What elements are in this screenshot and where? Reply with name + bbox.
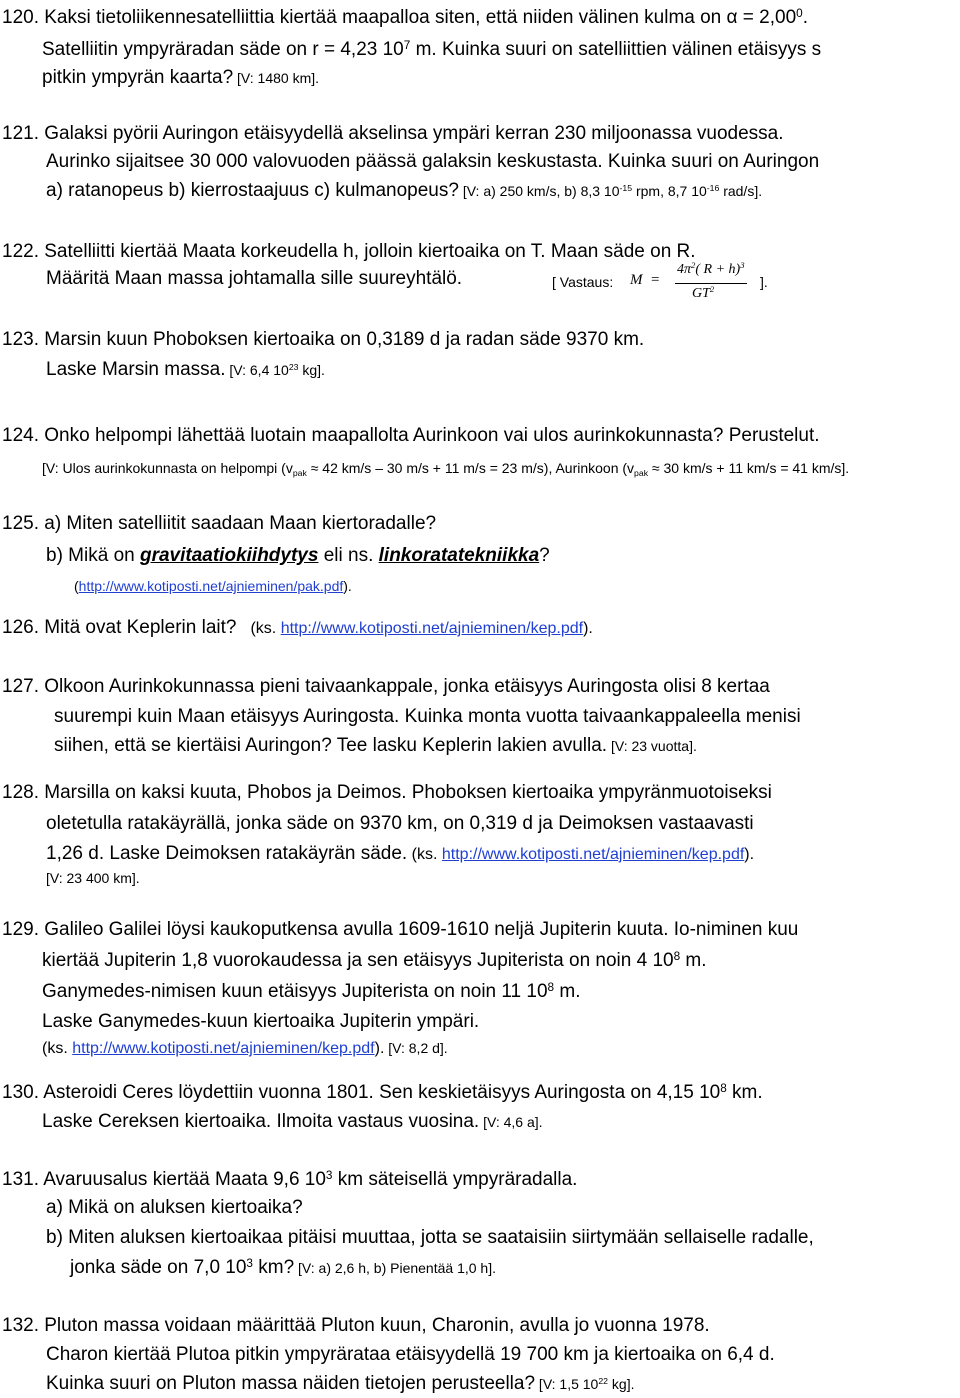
problem-124-line-1: 124. Onko helpompi lähettää luotain maapallolta Aurinkoon vai ulos aurinkokunnasta? Perustelut. bbox=[2, 425, 820, 446]
link-kep-pdf-129[interactable]: http://www.kotiposti.net/ajnieminen/kep.pdf bbox=[72, 1040, 375, 1057]
problem-123-line-1: 123. Marsin kuun Phoboksen kiertoaika on 0,3189 d ja radan säde 9370 km. bbox=[2, 329, 645, 350]
problem-121-line-2: Aurinko sijaitsee 30 000 valovuoden päässä galaksin keskustasta. Kuinka suuri on Auringon bbox=[46, 151, 820, 172]
answer-131: [V: a) 2,6 h, b) Pienentää 1,0 h]. bbox=[294, 1260, 496, 1276]
formula-denominator: $GT^2$ bbox=[692, 284, 715, 301]
link-pak-pdf[interactable]: http://www.kotiposti.net/ajnieminen/pak.pdf bbox=[78, 578, 344, 594]
problem-121-line-1: 121. Galaksi pyörii Auringon etäisyydellä akselinsa ympäri kerran 230 miljoonassa vuodessa. bbox=[2, 123, 784, 144]
problem-120-line-1: 120. Kaksi tietoliikennesatelliittia kiertää maapalloa siten, että niiden välinen kulma on $\alpha = 2,00^0$. bbox=[2, 6, 808, 28]
problem-130-line-1: 130. Asteroidi Ceres löydettiin vuonna 1801. Sen keskietäisyys Auringosta on 4,15 $10^8$ km. bbox=[2, 1081, 763, 1103]
link-kep-pdf-128[interactable]: http://www.kotiposti.net/ajnieminen/kep.pdf bbox=[441, 846, 745, 863]
problem-127-line-2: suurempi kuin Maan etäisyys Auringosta. Kuinka monta vuotta taivaankappaleella menisi bbox=[54, 706, 801, 727]
problem-123-line-2: Laske Marsin massa. [V: 6,4 $10^{23}$ kg]. bbox=[46, 359, 325, 380]
problem-132-line-1: 132. Pluton massa voidaan määrittää Pluton kuun, Charonin, avulla jo vuonna 1978. bbox=[2, 1315, 710, 1336]
answer-128: [V: 23 400 km]. bbox=[46, 870, 140, 886]
problem-131-line-1: 131. Avaruusalus kiertää Maata 9,6 $10^3$ km säteisellä ympyräradalla. bbox=[2, 1168, 578, 1190]
problem-131-line-4: jonka säde on 7,0 $10^3$ km? [V: a) 2,6 h, b) Pienentää 1,0 h]. bbox=[70, 1256, 496, 1278]
link-kep-pdf-126[interactable]: http://www.kotiposti.net/ajnieminen/kep.pdf bbox=[280, 620, 584, 637]
formula-numerator: $4\pi^2$( R + h)$^3$ bbox=[677, 260, 745, 277]
problem-128-line-2: oletetulla ratakäyrällä, jonka säde on 9370 km, on 0,319 d ja Deimoksen vastaavasti bbox=[46, 813, 754, 834]
problem-132-line-3: Kuinka suuri on Pluton massa näiden tietojen perusteella? [V: 1,5 $10^{22}$ kg]. bbox=[46, 1373, 635, 1394]
formula-equals: = bbox=[651, 272, 660, 288]
problem-132-line-2: Charon kiertää Plutoa pitkin ympyrärataa etäisyydellä 19 700 km ja kiertoaika on 6,4 d. bbox=[46, 1344, 775, 1365]
answer-122-close: ]. bbox=[760, 274, 768, 290]
problem-127-line-3: siihen, että se kiertäisi Auringon? Tee lasku Keplerin lakien avulla. [V: 23 vuotta]. bbox=[54, 735, 697, 756]
problem-122-line-1: 122. Satelliitti kiertää Maata korkeudella h, jolloin kiertoaika on T. Maan säde on R. bbox=[2, 241, 696, 262]
problem-129-ref: (ks. http://www.kotiposti.net/ajnieminen/kep.pdf). [V: 8,2 d]. bbox=[42, 1040, 448, 1057]
term-gravitaatiokiihdytys: gravitaatiokiihdytys bbox=[139, 545, 319, 566]
answer-121: [V: a) 250 km/s, b) 8,3 $10^{-15}$ rpm, 8,7 $10^{-16}$ rad/s]. bbox=[458, 183, 763, 199]
problem-120-line-2: Satelliitin ympyräradan säde on r = 4,23 $10^7$ m. Kuinka suuri on satelliittien välinen etäisyys s bbox=[42, 38, 822, 60]
answer-129: [V: 8,2 d]. bbox=[384, 1040, 448, 1056]
problem-130-line-2: Laske Cereksen kiertoaika. Ilmoita vastaus vuosina. [V: 4,6 a]. bbox=[42, 1111, 543, 1132]
problem-120-line-3: pitkin ympyrän kaarta? [V: 1480 km]. bbox=[42, 67, 320, 88]
problem-129-line-3: Ganymedes-nimisen kuun etäisyys Jupiterista on noin 11 $10^8$ m. bbox=[42, 980, 581, 1002]
answer-122-open: [ Vastaus: bbox=[552, 274, 614, 290]
problem-125-line-1: 125. a) Miten satelliitit saadaan Maan kiertoradalle? bbox=[2, 513, 437, 534]
formula-m: M bbox=[630, 272, 643, 288]
problem-126-line-1: 126. Mitä ovat Keplerin lait? (ks. http://www.kotiposti.net/ajnieminen/kep.pdf). bbox=[2, 617, 593, 638]
problem-129-line-4: Laske Ganymedes-kuun kiertoaika Jupiterin ympäri. bbox=[42, 1011, 480, 1032]
answer-124: [V: Ulos aurinkokunnasta on helpompi ($v_{pak} \approx 42$ km/s – 30 m/s + 11 m/s = 23 m/s), Aurinkoon ($v_{pak} \approx 30$ km/s + 11 km/s = 41 km/s]. bbox=[42, 460, 850, 478]
problem-129-line-1: 129. Galileo Galilei löysi kaukoputkensa avulla 1609-1610 neljä Jupiterin kuuta. Io-niminen kuu bbox=[2, 919, 799, 940]
problem-129-line-2: kiertää Jupiterin 1,8 vuorokaudessa ja sen etäisyys Jupiterista on noin 4 $10^8$ m. bbox=[42, 949, 707, 971]
answer-120: [V: 1480 km]. bbox=[233, 70, 320, 86]
answer-123: [V: 6,4 $10^{23}$ kg]. bbox=[225, 362, 325, 378]
problem-128-line-1: 128. Marsilla on kaksi kuuta, Phobos ja Deimos. Phoboksen kiertoaika ympyränmuotoiseksi bbox=[2, 782, 772, 803]
problem-122-line-2: Määritä Maan massa johtamalla sille suureyhtälö. bbox=[46, 268, 463, 289]
problem-127-line-1: 127. Olkoon Aurinkokunnassa pieni taivaankappale, jonka etäisyys Auringosta olisi 8 kertaa bbox=[2, 676, 770, 697]
problem-131-line-2: a) Mikä on aluksen kiertoaika? bbox=[46, 1197, 303, 1218]
answer-132: [V: 1,5 $10^{22}$ kg]. bbox=[535, 1376, 635, 1392]
answer-127: [V: 23 vuotta]. bbox=[607, 738, 697, 754]
problem-125-line-2: b) Mikä on gravitaatiokiihdytys eli ns. linkoratatekniikka? bbox=[46, 545, 550, 566]
problem-131-line-3: b) Miten aluksen kiertoaikaa pitäisi muuttaa, jotta se saataisiin siirtymään sellaiselle radalle, bbox=[46, 1227, 814, 1248]
problem-125-ref: (http://www.kotiposti.net/ajnieminen/pak.pdf). bbox=[74, 578, 352, 594]
answer-130: [V: 4,6 a]. bbox=[479, 1114, 543, 1130]
problem-121-line-3: a) ratanopeus b) kierrostaajuus c) kulmanopeus? [V: a) 250 km/s, b) 8,3 $10^{-15}$ rpm, 8,7 $10^{-16}$ rad/s]. bbox=[46, 180, 763, 201]
term-linkoratatekniikka: linkoratatekniikka bbox=[378, 545, 540, 566]
problem-128-line-3: 1,26 d. Laske Deimoksen ratakäyrän säde. (ks. http://www.kotiposti.net/ajnieminen/kep.pdf). bbox=[46, 843, 755, 864]
